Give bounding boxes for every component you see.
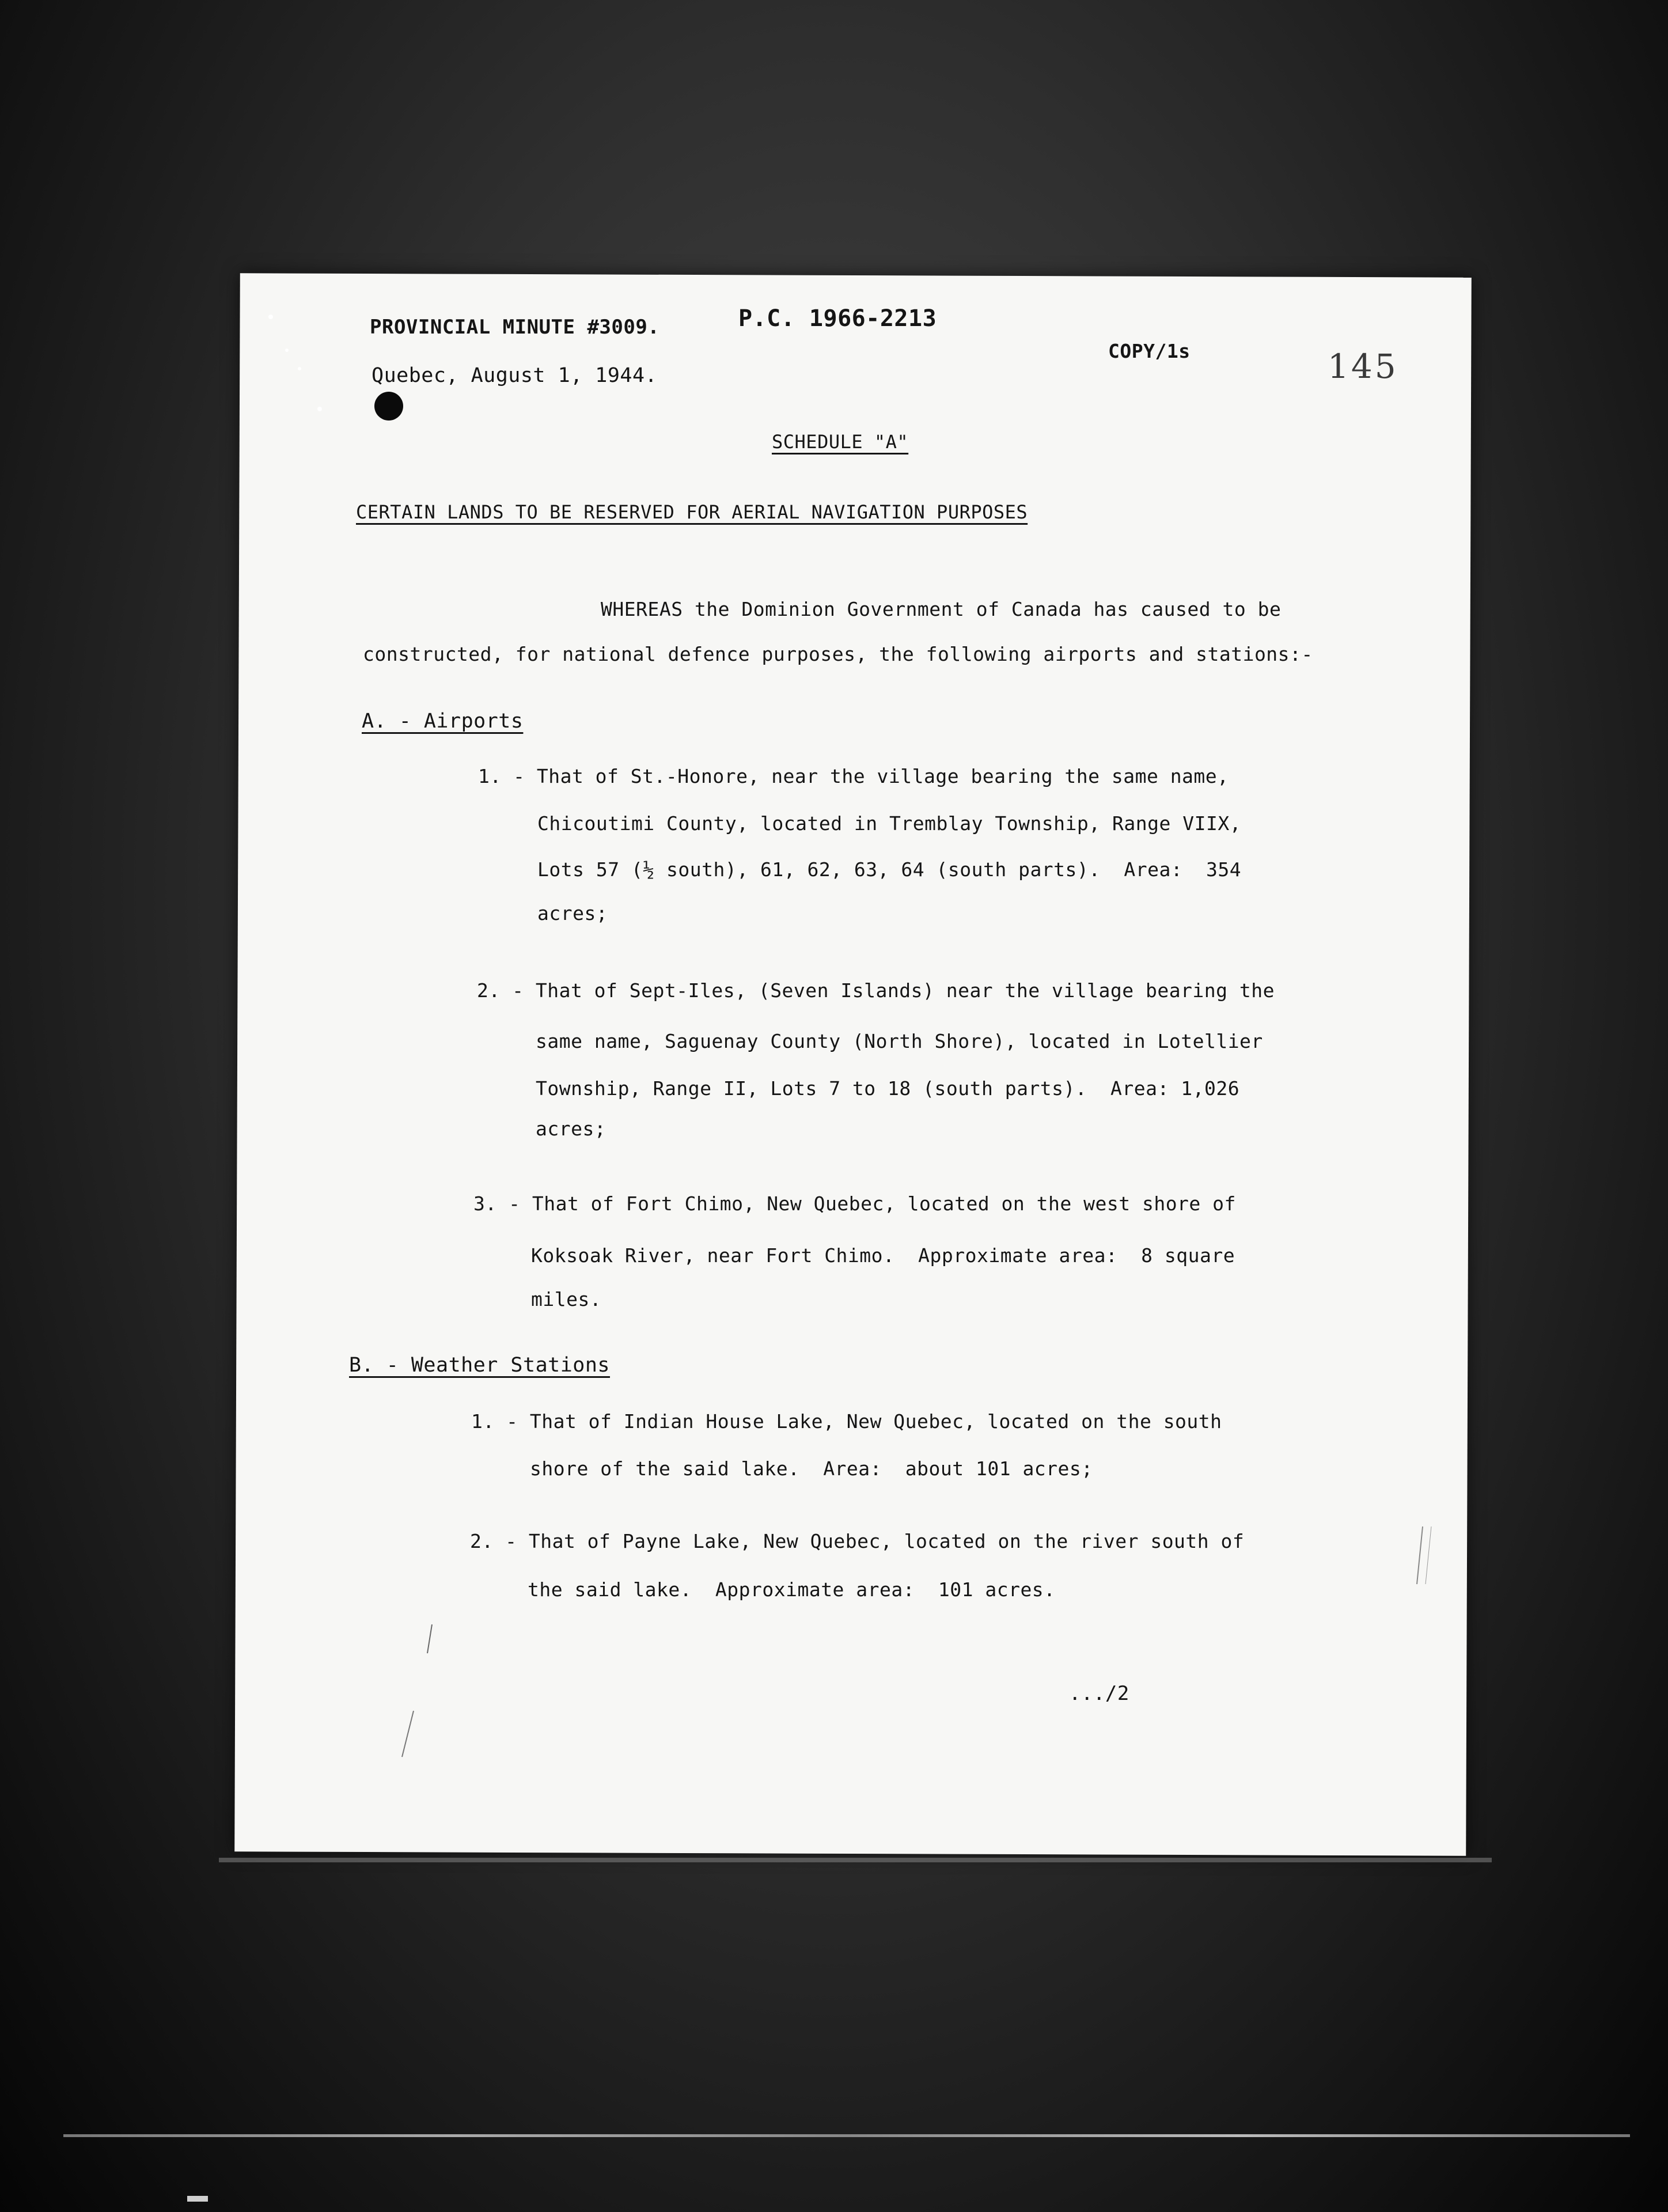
airport-2-line-4: acres; — [536, 1118, 606, 1140]
copy-label: COPY/1s — [1108, 340, 1191, 362]
airport-3-line-3: miles. — [531, 1288, 602, 1310]
airport-2-line-3: Township, Range II, Lots 7 to 18 (south parts). Area: 1,026 — [536, 1077, 1240, 1100]
airport-1-line-4: acres; — [537, 902, 608, 925]
airport-1-line-3: Lots 57 (½ south), 61, 62, 63, 64 (south parts). Area: 354 — [537, 858, 1242, 881]
film-edge-mark — [187, 2196, 208, 2202]
subtitle: CERTAIN LANDS TO BE RESERVED FOR AERIAL NAVIGATION PURPOSES — [356, 501, 1028, 523]
station-2-line-1: 2. - That of Payne Lake, New Quebec, located on the river south of — [470, 1530, 1245, 1552]
intro-line-2: constructed, for national defence purposes, the following airports and stations:- — [363, 643, 1313, 665]
provincial-minute: PROVINCIAL MINUTE #3009. — [370, 316, 660, 339]
page-number: 145 — [1328, 347, 1398, 386]
section-a-heading: A. - Airports — [362, 710, 524, 733]
station-2-line-2: the said lake. Approximate area: 101 acres. — [528, 1578, 1056, 1601]
schedule-title: SCHEDULE "A" — [772, 431, 909, 453]
page-shadow — [219, 1858, 1492, 1862]
continuation-marker: .../2 — [1069, 1682, 1129, 1705]
airport-2-line-2: same name, Saguenay County (North Shore), located in Lotellier — [536, 1030, 1263, 1052]
punch-hole — [374, 392, 403, 421]
station-1-line-2: shore of the said lake. Area: about 101 acres; — [530, 1457, 1093, 1480]
margin-specks — [265, 300, 346, 426]
station-1-line-1: 1. - That of Indian House Lake, New Quebec, located on the south — [471, 1410, 1222, 1433]
document-date: Quebec, August 1, 1944. — [371, 364, 658, 387]
airport-3-line-2: Koksoak River, near Fort Chimo. Approximate area: 8 square — [531, 1244, 1235, 1267]
margin-scratch — [1405, 1521, 1440, 1590]
intro-line-1: WHEREAS the Dominion Government of Canada has caused to be — [601, 598, 1282, 620]
airport-2-line-1: 2. - That of Sept-Iles, (Seven Islands) near the village bearing the — [477, 979, 1275, 1002]
airport-1-line-2: Chicoutimi County, located in Tremblay Township, Range VIIX, — [537, 812, 1242, 835]
pc-number: P.C. 1966-2213 — [738, 305, 937, 332]
section-b-heading: B. - Weather Stations — [349, 1354, 611, 1377]
airport-3-line-1: 3. - That of Fort Chimo, New Quebec, located on the west shore of — [473, 1192, 1236, 1215]
page-scratches — [397, 1613, 443, 1763]
airport-1-line-1: 1. - That of St.-Honore, near the village bearing the same name, — [478, 765, 1229, 787]
film-edge-line — [63, 2134, 1630, 2137]
